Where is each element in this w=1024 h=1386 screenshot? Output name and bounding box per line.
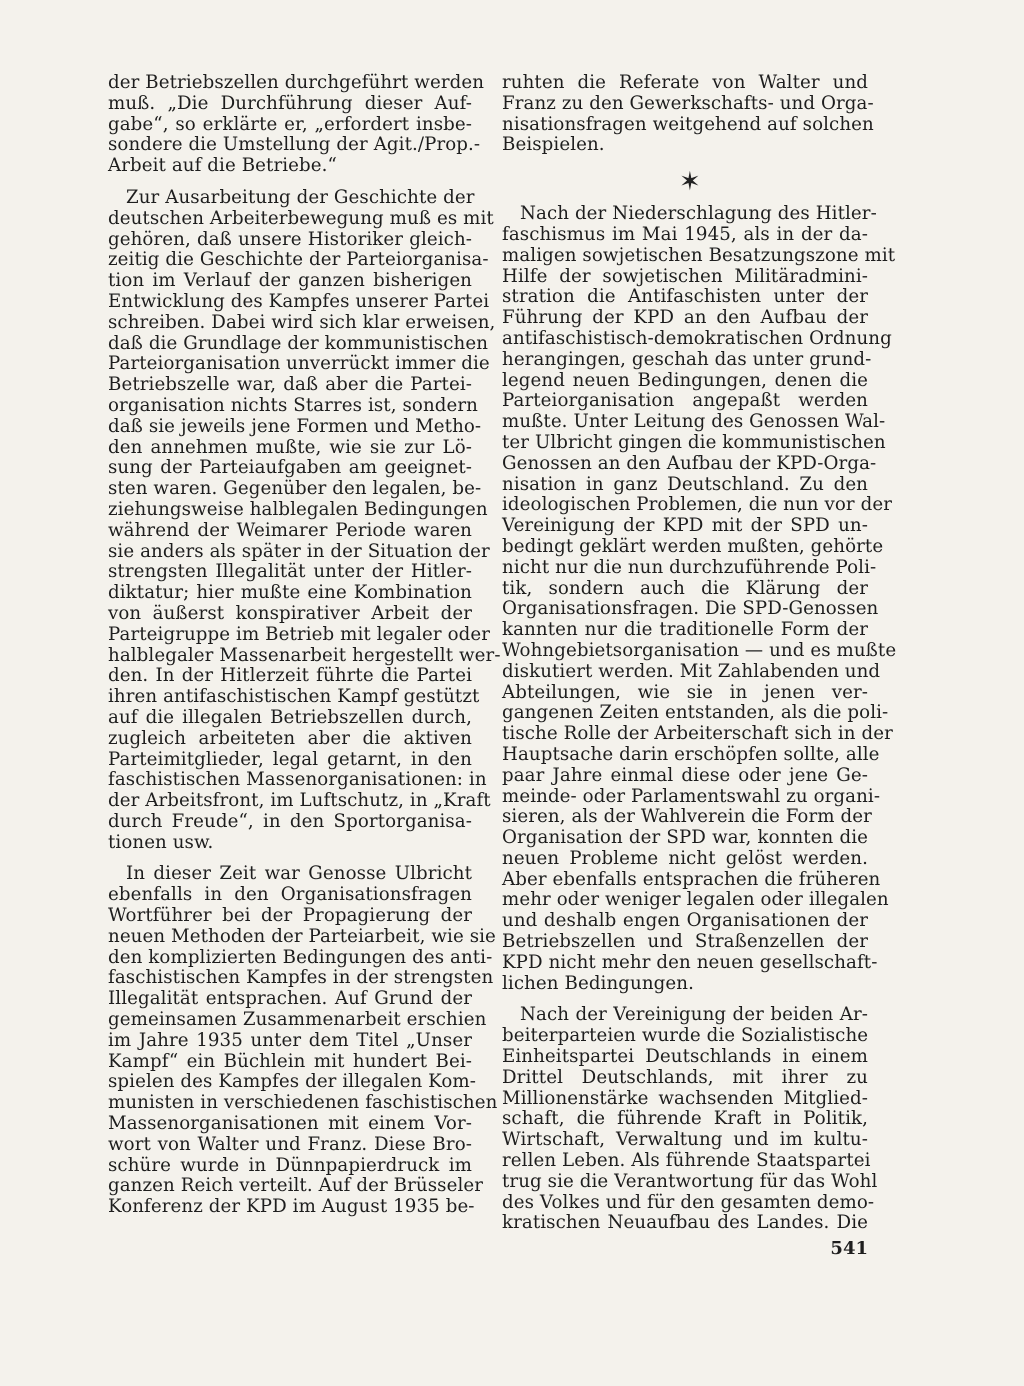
text-line: Einheitspartei Deutschlands in einem [502, 1046, 868, 1068]
text-line: kratischen Neuaufbau des Landes. Die [502, 1212, 868, 1234]
text-line: daß die Grundlage der kommunistischen [108, 332, 489, 354]
text-line: sieren, als der Wahlverein die Form der [502, 806, 872, 828]
text-line: antifaschistisch-demokratischen Ordnung [502, 327, 892, 349]
text-line: diktatur; hier mußte eine Kombination [108, 582, 472, 604]
text-line: tik, sondern auch die Klärung der [502, 577, 868, 599]
text-line: nicht nur die nun durchzuführende Poli- [502, 556, 877, 578]
text-line: Parteigruppe im Betrieb mit legaler oder [108, 623, 491, 645]
text-line: strengsten Illegalität unter der Hitler- [108, 561, 472, 583]
text-line: ihren antifaschistischen Kampf gestützt [108, 686, 480, 708]
text-line: mehr oder weniger legalen oder illegalen [502, 889, 889, 911]
text-line: faschismus im Mai 1945, als in der da- [502, 223, 868, 245]
text-line: auf die illegalen Betriebszellen durch, [108, 706, 472, 728]
right-text-column [502, 72, 897, 1245]
page-number: 541 [830, 1238, 868, 1259]
text-line: Nach der Vereinigung der beiden Ar- [520, 1004, 868, 1026]
text-line: schüre wurde in Dünnpapierdruck im [108, 1154, 472, 1176]
text-line: diskutiert werden. Mit Zahlabenden und [502, 660, 881, 682]
text-line: kannten nur die traditionelle Form der [502, 619, 868, 641]
text-line: organisation nichts Starres ist, sondern [108, 394, 478, 416]
text-line: faschistischen Kampfes in der strengsten [108, 967, 494, 989]
text-line: Zur Ausarbeitung der Geschichte der [126, 186, 475, 208]
text-line: tion im Verlauf der ganzen bisherigen [108, 270, 472, 292]
text-line: Konferenz der KPD im August 1935 be- [108, 1196, 475, 1218]
text-line: den annehmen mußte, wie sie zur Lö- [108, 436, 472, 458]
text-line: im Jahre 1935 unter dem Titel „Unser [108, 1029, 472, 1051]
text-line: nisation in ganz Deutschland. Zu den [502, 473, 868, 495]
text-line: faschistischen Massenorganisationen: in [108, 769, 487, 791]
text-line: Betriebszelle war, daß aber die Partei- [108, 374, 472, 396]
text-line: ganzen Reich verteilt. Auf der Brüsseler [108, 1175, 484, 1197]
text-line: Illegalität entsprachen. Auf Grund der [108, 988, 472, 1010]
text-line: gemeinsamen Zusammenarbeit erschien [108, 1009, 487, 1031]
text-line: trug sie die Verantwortung für das Wohl [502, 1170, 878, 1192]
text-line: KPD nicht mehr den neuen gesellschaft- [502, 951, 878, 973]
text-line: Wirtschaft, Verwaltung und im kultu- [502, 1129, 868, 1151]
text-line: In dieser Zeit war Genosse Ulbricht [126, 863, 472, 885]
text-line: zugleich arbeiteten aber die aktiven [108, 727, 472, 749]
text-line: während der Weimarer Periode waren [108, 519, 472, 541]
text-line: den. In der Hitlerzeit führte die Partei [108, 665, 472, 687]
text-line: Hauptsache darin erschöpfen sollte, alle [502, 743, 880, 765]
text-line: meinde- oder Parlamentswahl zu organi- [502, 785, 881, 807]
text-line: Abteilungen, wie sie in jenen ver- [502, 681, 868, 703]
text-line: daß sie jeweils jene Formen und Metho- [108, 415, 482, 437]
text-line: den komplizierten Bedingungen des anti- [108, 946, 493, 968]
text-line: gangenen Zeiten entstanden, als die poli- [502, 702, 889, 724]
text-line: Parteimitglieder, legal getarnt, in den [108, 748, 472, 770]
text-line: ter Ulbricht gingen die kommunistischen [502, 431, 886, 453]
text-line: muß. „Die Durchführung dieser Auf- [108, 92, 472, 114]
text-line: schaft, die führende Kraft in Politik, [502, 1108, 868, 1130]
text-line: deutschen Arbeiterbewegung muß es mit [108, 207, 494, 229]
section-separator [502, 167, 868, 197]
text-line: sung der Parteiaufgaben am geeignet- [108, 457, 472, 479]
paragraph [502, 1004, 878, 1234]
paragraph [108, 186, 501, 854]
text-line: ziehungsweise halblegalen Bedingungen [108, 498, 488, 520]
text-line: des Volkes und für den gesamten demo- [502, 1191, 875, 1213]
paragraph [502, 72, 874, 156]
text-line: Hilfe der sowjetischen Militäradmini- [502, 265, 868, 287]
text-line: spielen des Kampfes der illegalen Kom- [108, 1071, 476, 1093]
text-line: paar Jahre einmal diese oder jene Ge- [502, 764, 868, 786]
text-line: tische Rolle der Arbeiterschaft sich in der [502, 723, 893, 745]
text-line: Organisationsfragen. Die SPD-Genossen [502, 598, 879, 620]
text-line: neuen Probleme nicht gelöst werden. [502, 847, 868, 869]
text-line: schreiben. Dabei wird sich klar erweisen, [108, 311, 496, 333]
left-text-column [108, 72, 501, 1229]
text-line: munisten in verschiedenen faschistischen [108, 1092, 498, 1114]
text-line: legend neuen Bedingungen, denen die [502, 369, 868, 391]
text-line: Kampf“ ein Büchlein mit hundert Bei- [108, 1050, 472, 1072]
text-line: stration die Antifaschisten unter der [502, 286, 868, 308]
asterism-icon: ✶ [679, 167, 701, 198]
text-line: ebenfalls in den Organisationsfragen [108, 884, 472, 906]
text-line: gabe“, so erklärte er, „erfordert insbe- [108, 113, 472, 135]
paragraph [108, 863, 498, 1218]
text-line: Vereinigung der KPD mit der SPD un- [502, 515, 868, 537]
text-line: Drittel Deutschlands, mit ihrer zu [502, 1066, 868, 1088]
text-line: Entwicklung des Kampfes unserer Partei [108, 290, 490, 312]
text-line: herangingen, geschah das unter grund- [502, 348, 872, 370]
text-line: halblegaler Massenarbeit hergestellt wer- [108, 644, 501, 666]
text-line: Franz zu den Gewerkschafts- und Orga- [502, 92, 874, 114]
text-line: der Arbeitsfront, im Luftschutz, in „Kraft [108, 790, 491, 812]
text-line: beiterparteien wurde die Sozialistische [502, 1025, 869, 1047]
text-line: ideologischen Problemen, die nun vor der [502, 494, 893, 516]
text-line: der Betriebszellen durchgeführt werden [108, 72, 485, 93]
text-line: von äußerst konspirativer Arbeit der [108, 602, 472, 624]
text-line: sondere die Umstellung der Agit./Prop.- [108, 134, 481, 156]
text-line: mußte. Unter Leitung des Genossen Wal- [502, 411, 886, 433]
paragraph [502, 203, 897, 994]
text-line: bedingt geklärt werden mußten, gehörte [502, 535, 884, 557]
text-line: lichen Bedingungen. [502, 972, 694, 994]
text-line: Arbeit auf die Betriebe.“ [108, 155, 337, 177]
text-line: Millionenstärke wachsenden Mitglied- [502, 1087, 868, 1109]
text-line: maligen sowjetischen Besatzungszone mit [502, 244, 896, 266]
text-line: durch Freude“, in den Sportorganisa- [108, 810, 472, 832]
text-line: Parteiorganisation unverrückt immer die [108, 353, 490, 375]
text-line: gehören, daß unsere Historiker gleich- [108, 228, 472, 250]
text-line: Aber ebenfalls entsprachen die früheren [502, 868, 881, 890]
text-line: wort von Walter und Franz. Diese Bro- [108, 1133, 472, 1155]
text-line: Nach der Niederschlagung des Hitler- [520, 203, 877, 225]
text-line: Organisation der SPD war, konnten die [502, 827, 868, 849]
text-line: Wortführer bei der Propagierung der [108, 905, 472, 927]
text-line: Wohngebietsorganisation — und es mußte [502, 639, 897, 661]
text-line: Führung der KPD an den Aufbau der [502, 307, 868, 329]
text-line: sie anders als später in der Situation der [108, 540, 490, 562]
text-line: Betriebszellen und Straßenzellen der [502, 931, 868, 953]
text-line: nisationsfragen weitgehend auf solchen [502, 113, 874, 135]
text-line: Massenorganisationen mit einem Vor- [108, 1113, 472, 1135]
text-line: Parteiorganisation angepaßt werden [502, 390, 868, 412]
text-line: Beispielen. [502, 134, 605, 156]
text-line: Genossen an den Aufbau der KPD-Orga- [502, 452, 877, 474]
text-line: tionen usw. [108, 831, 214, 853]
text-line: sten waren. Gegenüber den legalen, be- [108, 478, 482, 500]
paragraph [108, 72, 485, 177]
text-line: und deshalb engen Organisationen der [502, 910, 868, 932]
text-line: ruhten die Referate von Walter und [502, 72, 868, 93]
text-line: neuen Methoden der Parteiarbeit, wie sie [108, 925, 496, 947]
text-line: zeitig die Geschichte der Parteiorganisa- [108, 249, 489, 271]
text-line: rellen Leben. Als führende Staatspartei [502, 1150, 871, 1172]
